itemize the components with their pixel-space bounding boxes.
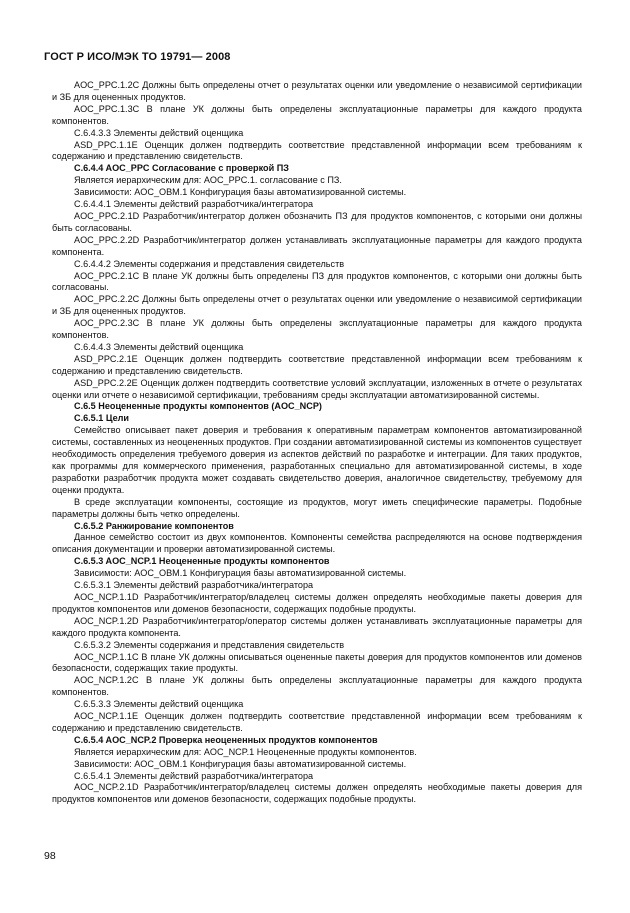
paragraph: AOC_PPC.2.1D Разработчик/интегратор должен обозначить ПЗ для продуктов компонентов, с которыми они должны быть согласованы. — [52, 210, 582, 233]
page-header: ГОСТ Р ИСО/МЭК ТО 19791— 2008 — [44, 51, 231, 63]
paragraph: Зависимости: AOC_OBM.1 Конфигурация базы автоматизированной системы. — [74, 187, 407, 198]
paragraph: C.6.5.4.1 Элементы действий разработчика/интегратора — [74, 770, 314, 781]
paragraph: AOC_NCP.1.1D Разработчик/интегратор/владелец системы должен определять необходимые пакеты доверия для продуктов компонентов или доменов безопасности, содержащих подобные продукты. — [52, 591, 582, 614]
paragraph: Является иерархическим для: AOC_NCP.1 Неоцененные продукты компонентов. — [74, 746, 417, 757]
paragraph: C.6.5.3.1 Элементы действий разработчика/интегратора — [74, 580, 314, 591]
paragraph: ASD_PPC.2.2E Оценщик должен подтвердить соответствие условий эксплуатации, изложенных в отчете о результатах оценки или отчете о независимой сертификации, требованиям среды эксплуатации автоматизированной системы. — [52, 377, 582, 400]
paragraph: AOC_PPC.1.2C Должны быть определены отчет о результатах оценки или уведомление о независимой сертификации и ЗБ для оцененных продуктов. — [52, 80, 582, 102]
paragraph: AOC_PPC.2.3C В плане УК должны быть определены эксплуатационные параметры для каждого продукта компонентов. — [52, 318, 582, 341]
paragraph: C.6.4.4.1 Элементы действий разработчика/интегратора — [74, 199, 314, 210]
paragraph: Зависимости: AOC_OBM.1 Конфигурация базы автоматизированной системы. — [74, 758, 407, 769]
paragraph: C.6.4.4.3 Элементы действий оценщика — [74, 341, 244, 352]
page-number: 98 — [44, 850, 56, 862]
paragraph: ASD_PPC.2.1E Оценщик должен подтвердить соответствие представленной информации всем требованиям к содержанию и представлению свидетельств. — [52, 353, 582, 376]
paragraph: Является иерархическим для: AOC_PPC.1. согласование с ПЗ. — [74, 175, 342, 186]
paragraph: Зависимости: AOC_OBM.1 Конфигурация базы автоматизированной системы. — [74, 568, 407, 579]
paragraph: AOC_PPC.2.2D Разработчик/интегратор должен устанавливать эксплуатационные параметры для каждого продукта компонента. — [52, 234, 582, 257]
paragraph: C.6.5.3.2 Элементы содержания и представления свидетельств — [74, 639, 345, 650]
section-heading: C.6.5.4 AOC_NCP.2 Проверка неоцененных продуктов компонентов — [74, 734, 378, 745]
document-body — [52, 80, 582, 806]
section-heading: C.6.5.3 AOC_NCP.1 Неоцененные продукты компонентов — [74, 556, 330, 567]
section-heading: C.6.5 Неоцененные продукты компонентов (AOC_NCP) — [74, 401, 322, 412]
paragraph: C.6.4.3.3 Элементы действий оценщика — [74, 127, 244, 138]
paragraph: AOC_NCP.1.1E Оценщик должен подтвердить соответствие представленной информации всем требованиям к содержанию и представлению свидетельств. — [52, 711, 582, 733]
paragraph: AOC_NCP.2.1D Разработчик/интегратор/владелец системы должен определять необходимые пакеты доверия для продуктов компонентов или доменов безопасности, содержащих подобные продукты. — [52, 782, 582, 805]
paragraph: ASD_PPC.1.1E Оценщик должен подтвердить соответствие представленной информации всем требованиям к содержанию и представлению свидетельств. — [52, 139, 582, 162]
paragraph: В среде эксплуатации компоненты, состоящие из продуктов, могут иметь специфические параметры. Подобные параметры должны быть четко определены. — [52, 496, 582, 519]
paragraph: AOC_NCP.1.1C В плане УК должны описываться оцененные пакеты доверия для продуктов компонентов или доменов безопасности, содержащих такие продукты. — [52, 651, 582, 674]
section-heading: C.6.5.2 Ранжирование компонентов — [74, 520, 234, 531]
paragraph: C.6.5.3.3 Элементы действий оценщика — [74, 699, 244, 710]
paragraph: C.6.4.4.2 Элементы содержания и представления свидетельств — [74, 258, 345, 269]
paragraph: AOC_PPC.2.2C Должны быть определены отчет о результатах оценки или уведомление о независимой сертификации и ЗБ для оцененных продуктов. — [52, 294, 582, 317]
paragraph: AOC_NCP.1.2D Разработчик/интегратор/оператор системы должен устанавливать эксплуатационные параметры для каждого продукта компонента. — [52, 615, 582, 638]
paragraph: AOC_PPC.2.1C В плане УК должны быть определены ПЗ для продуктов компонентов, с которыми они должны быть согласованы. — [52, 270, 582, 293]
paragraph: Семейство описывает пакет доверия и требования к оперативным параметрам компонентов автоматизированной системы, составленных из неоцененных продуктов. При создании автоматизированной системы из компонентов существует необходимость определения требуемого доверия из аспектов действий по разработке и интеграции. Для таких продуктов, как программы для коммерческого применения, разработанных специально для автоматизированной системы, в ходе разработки разработчик продукта может создавать свидетельство доверия, аналогичное свидетельству, требуемому для оценки продукта. — [52, 425, 582, 495]
paragraph: AOC_PPC.1.3C В плане УК должны быть определены эксплуатационные параметры для каждого продукта компонентов. — [52, 103, 582, 126]
section-heading: C.6.4.4 AOC_PPC Согласование с проверкой ПЗ — [74, 163, 289, 174]
section-heading: C.6.5.1 Цели — [74, 413, 130, 424]
paragraph: AOC_NCP.1.2C В плане УК должны быть определены эксплуатационные параметры для каждого продукта компонентов. — [52, 675, 582, 698]
paragraph: Данное семейство состоит из двух компонентов. Компоненты семейства распределяются на основе подтверждения описания документации и проверки автоматизированной системы. — [52, 532, 582, 555]
